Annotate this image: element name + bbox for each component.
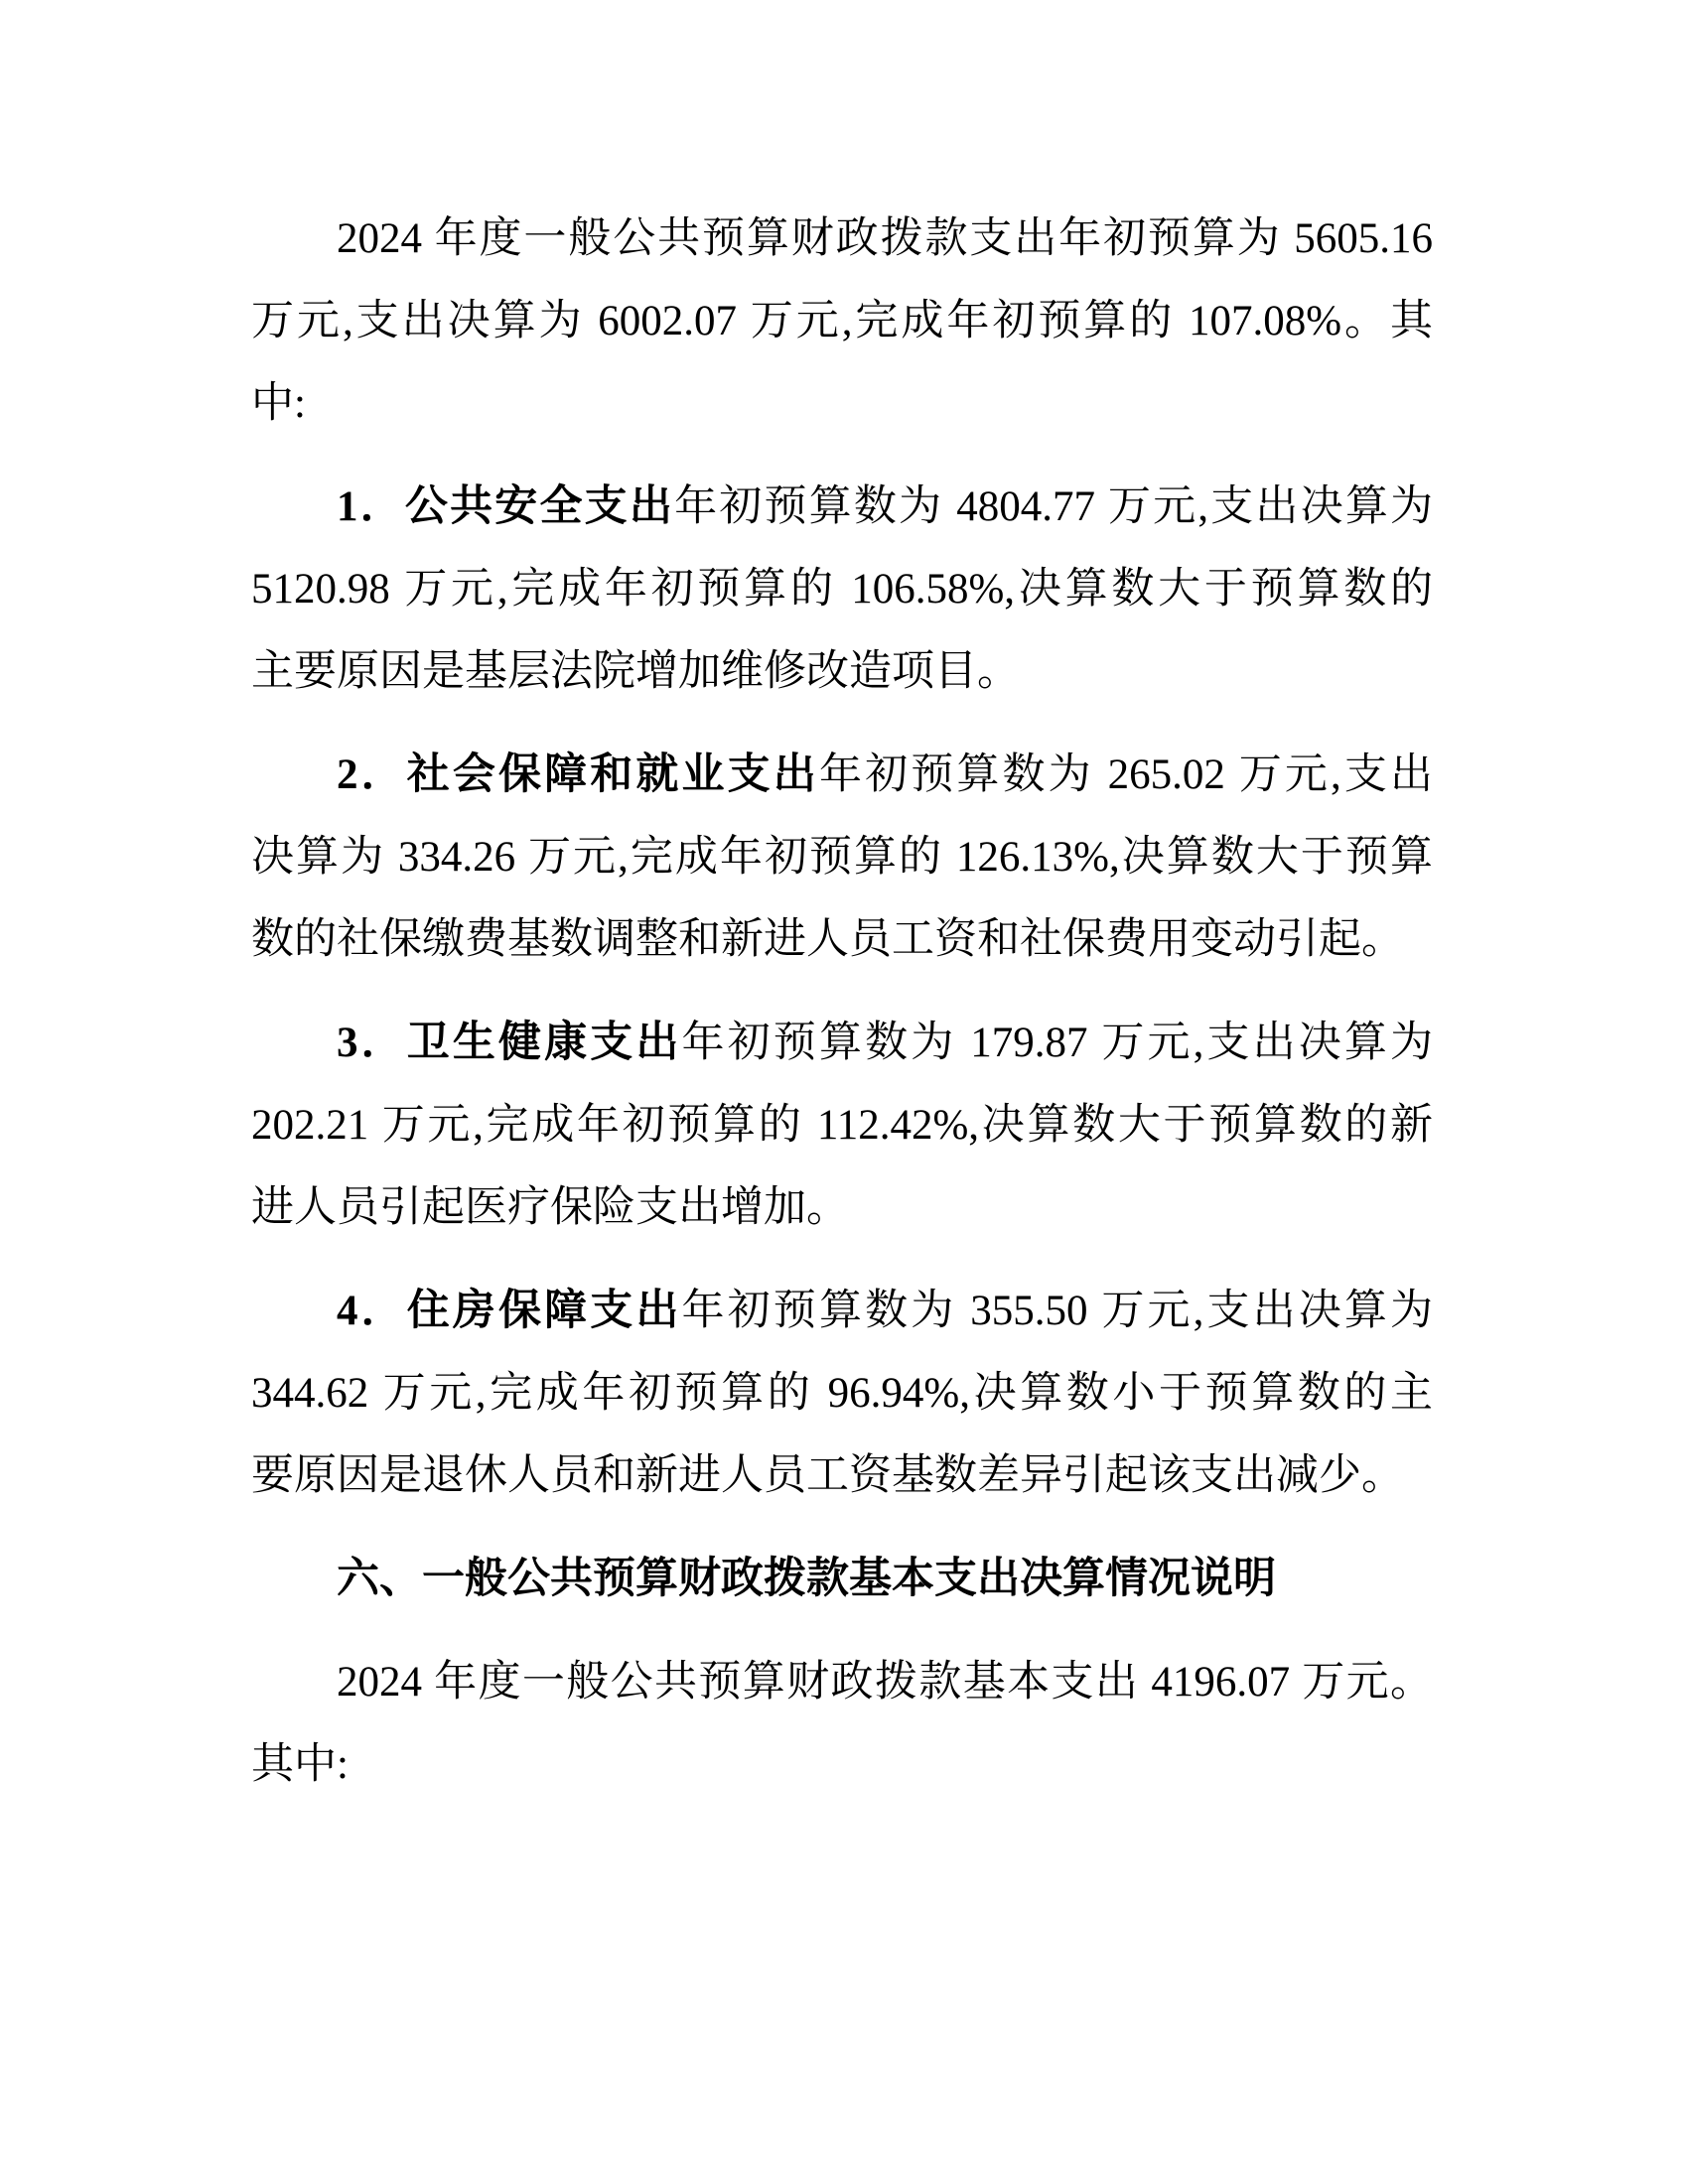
body-text: 年初预算数为 4804.77 万元,支出决算为 <box>674 483 1433 530</box>
paragraph <box>251 466 1433 713</box>
text-line <box>251 1723 1433 1806</box>
body-text: 主要原因是基层法院增加维修改造项目。 <box>251 648 1020 695</box>
text-line <box>251 1270 1433 1352</box>
text-line <box>251 1166 1433 1249</box>
body-text: 进人员引起医疗保险支出增加。 <box>251 1184 849 1231</box>
emphasis-text: 1．公共安全支出 <box>337 483 675 530</box>
text-line <box>251 548 1433 630</box>
body-text: 万元,支出决算为 6002.07 万元,完成年初预算的 107.08%。其 <box>251 298 1433 344</box>
text-line <box>251 898 1433 981</box>
paragraph <box>251 1002 1433 1249</box>
body-text: 年初预算数为 179.87 万元,支出决算为 <box>681 1020 1433 1066</box>
heading-text: 六、一般公共预算财政拨款基本支出决算情况说明 <box>337 1556 1276 1602</box>
section-heading <box>251 1538 1433 1620</box>
paragraph <box>251 198 1433 445</box>
text-line <box>251 1434 1433 1517</box>
text-line <box>251 816 1433 898</box>
body-text: 202.21 万元,完成年初预算的 112.42%,决算数大于预算数的新 <box>251 1102 1433 1149</box>
text-line <box>251 362 1433 445</box>
text-line <box>251 734 1433 816</box>
emphasis-text: 3．卫生健康支出 <box>337 1020 682 1066</box>
body-text: 其中: <box>251 1741 349 1788</box>
body-text: 5120.98 万元,完成年初预算的 106.58%,决算数大于预算数的 <box>251 566 1433 613</box>
body-text: 中: <box>251 380 306 427</box>
emphasis-text: 4．住房保障支出 <box>337 1288 682 1334</box>
body-text: 344.62 万元,完成年初预算的 96.94%,决算数小于预算数的主 <box>251 1370 1433 1417</box>
body-text: 2024 年度一般公共预算财政拨款基本支出 4196.07 万元。 <box>337 1659 1433 1706</box>
emphasis-text: 2．社会保障和就业支出 <box>337 751 819 798</box>
paragraph <box>251 1641 1433 1806</box>
body-text: 年初预算数为 265.02 万元,支出 <box>818 751 1433 798</box>
body-text: 决算为 334.26 万元,完成年初预算的 126.13%,决算数大于预算 <box>251 834 1433 881</box>
text-line <box>251 1002 1433 1084</box>
text-line <box>251 630 1433 713</box>
text-line <box>251 1641 1433 1723</box>
text-line <box>251 1084 1433 1166</box>
body-text: 数的社保缴费基数调整和新进人员工资和社保费用变动引起。 <box>251 916 1404 963</box>
paragraph <box>251 1538 1433 1620</box>
body-text: 2024 年度一般公共预算财政拨款支出年初预算为 5605.16 <box>337 215 1433 262</box>
paragraph <box>251 1270 1433 1517</box>
text-line <box>251 198 1433 280</box>
text-line <box>251 1352 1433 1434</box>
paragraph <box>251 734 1433 981</box>
body-text: 年初预算数为 355.50 万元,支出决算为 <box>681 1288 1433 1334</box>
body-text: 要原因是退休人员和新进人员工资基数差异引起该支出减少。 <box>251 1452 1404 1499</box>
text-line <box>251 466 1433 548</box>
text-line <box>251 280 1433 362</box>
